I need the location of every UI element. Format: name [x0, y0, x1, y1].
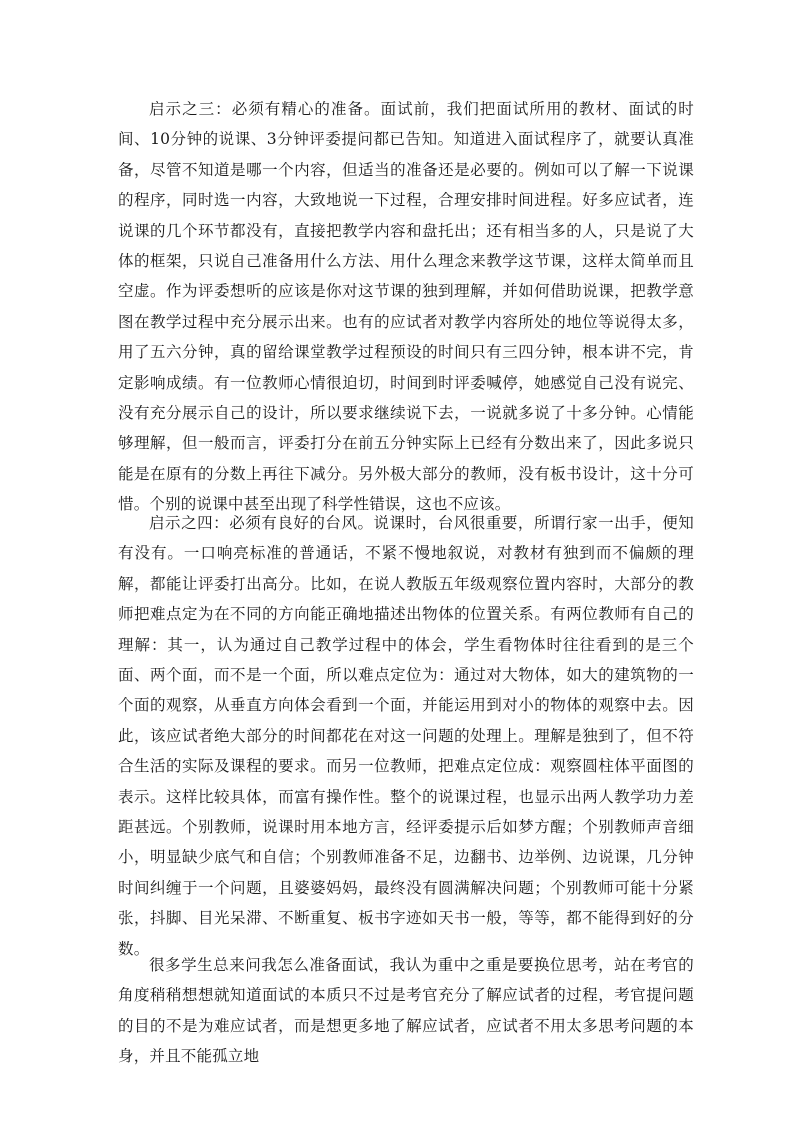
paragraph-preparation: 启示之三：必须有精心的准备。面试前，我们把面试所用的教材、面试的时间、10分钟的说课、3分钟评委提问都已告知。知道进入面试程序了，就要认真准备，尽管不知道是哪一个内容，但适当的准备还是必要的。例如可以了解一下说课的程序，同时选一内容，大致地说一下过程，合理安排时间进程。好多应试者，连说课的几个环节都没有，直接把教学内容和盘托出；还有相当多的人，只是说了大体的框架，只说自己准备用什么方法、用什么理念来教学这节课，这样太简单而且空虚。作为评委想听的应该是你对这节课的独到理解，并如何借助说课，把教学意图在教学过程中充分展示出来。也有的应试者对教学内容所处的地位等说得太多，用了五六分钟，真的留给课堂教学过程预设的时间只有三四分钟，根本讲不完，肯定影响成绩。有一位教师心情很迫切，时间到时评委喊停，她感觉自己没有说完、没有充分展示自己的设计，所以要求继续说下去，一说就多说了十多分钟。心情能够理解，但一般而言，评委打分在前五分钟实际上已经有分数出来了，因此多说只能是在原有的分数上再往下减分。另外极大部分的教师，没有板书设计，这十分可惜。个别的说课中甚至出现了科学性错误，这也不应该。: [118, 100, 694, 514]
paragraph-interview-advice: 很多学生总来问我怎么准备面试，我认为重中之重是要换位思考，站在考官的角度稍稍想想就知道面试的本质只不过是考官充分了解应试者的过程，考官提问题的目的不是为难应试者，而是想更多地了解应试者，应试者不用太多思考问题的本身，并且不能孤立地: [118, 956, 694, 1066]
paragraph-stage-presence: 启示之四：必须有良好的台风。说课时，台风很重要，所谓行家一出手，便知有没有。一口响亮标准的普通话，不紧不慢地叙说，对教材有独到而不偏颇的理解，都能让评委打出高分。比如，在说人教版五年级观察位置内容时，大部分的教师把难点定为在不同的方向能正确地描述出物体的位置关系。有两位教师有自己的理解：其一，认为通过自己教学过程中的体会，学生看物体时往往看到的是三个面、两个面，而不是一个面，所以难点定位为：通过对大物体，如大的建筑物的一个面的观察，从垂直方向体会看到一个面，并能运用到对小的物体的观察中去。因此，该应试者绝大部分的时间都花在对这一问题的处理上。理解是独到了，但不符合生活的实际及课程的要求。而另一位教师，把难点定位成：观察圆柱体平面图的表示。这样比较具体，而富有操作性。整个的说课过程，也显示出两人教学功力差距甚远。个别教师，说课时用本地方言，经评委提示后如梦方醒；个别教师声音细小，明显缺少底气和自信；个别教师准备不足，边翻书、边举例、边说课，几分钟时间纠缠于一个问题，且婆婆妈妈，最终没有圆满解决问题；个别教师可能十分紧张，抖脚、目光呆滞、不断重复、板书字迹如天书一般，等等，都不能得到好的分数。: [118, 514, 694, 958]
